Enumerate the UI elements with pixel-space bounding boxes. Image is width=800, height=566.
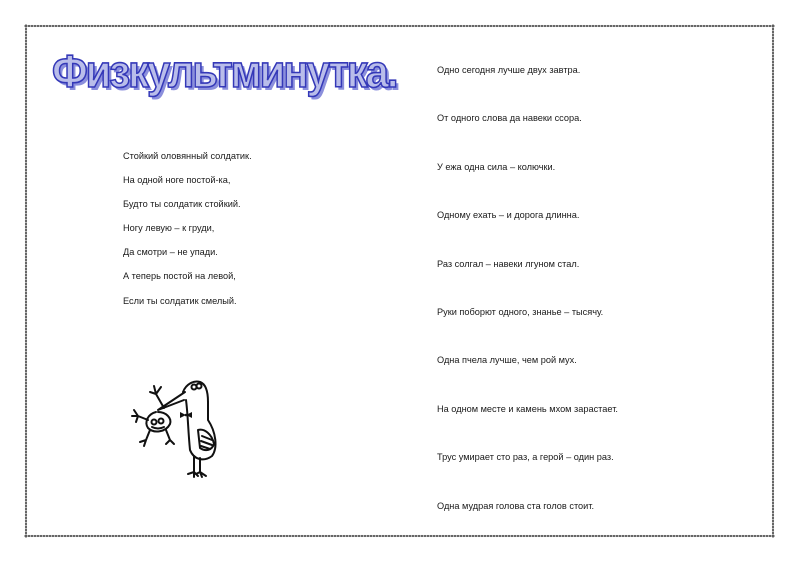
- proverb-item: Одна мудрая голова ста голов стоит.: [437, 500, 595, 511]
- poem-line: Будто ты солдатик стойкий.: [123, 199, 241, 210]
- poem-line: Да смотри – не упади.: [123, 247, 218, 258]
- proverb-item: Раз солгал – навеки лгуном стал.: [437, 258, 580, 269]
- page-title-wordart: Физкультминутка.: [52, 46, 397, 97]
- border-left: [24, 24, 28, 538]
- proverbs-list: [437, 46, 618, 530]
- proverb-item: Руки поборют одного, знанье – тысячу.: [437, 306, 604, 317]
- proverb-item: Одному ехать – и дорога длинна.: [437, 210, 580, 221]
- stork-frog-illustration: [128, 370, 223, 480]
- poem-line: На одной ноге постой-ка,: [123, 175, 231, 186]
- proverb-item: От одного слова да навеки ссора.: [437, 113, 582, 124]
- border-top: [24, 24, 775, 28]
- proverb-item: Одно сегодня лучше двух завтра.: [437, 65, 581, 75]
- poem-line: А теперь постой на левой,: [123, 271, 236, 282]
- border-right: [771, 24, 775, 538]
- poem-block: [123, 144, 252, 313]
- proverb-item: Одна пчела лучше, чем рой мух.: [437, 355, 577, 366]
- stork-icon: [128, 370, 223, 480]
- proverb-item: У ежа одна сила – колючки.: [437, 161, 556, 172]
- poem-line: Если ты солдатик смелый.: [123, 295, 237, 306]
- poem-line: Стойкий оловянный солдатик.: [123, 151, 252, 161]
- poem-line: Ногу левую – к груди,: [123, 223, 215, 234]
- border-bottom: [24, 534, 775, 538]
- proverb-item: На одном месте и камень мхом зарастает.: [437, 403, 618, 414]
- proverb-item: Трус умирает сто раз, а герой – один раз.: [437, 452, 614, 463]
